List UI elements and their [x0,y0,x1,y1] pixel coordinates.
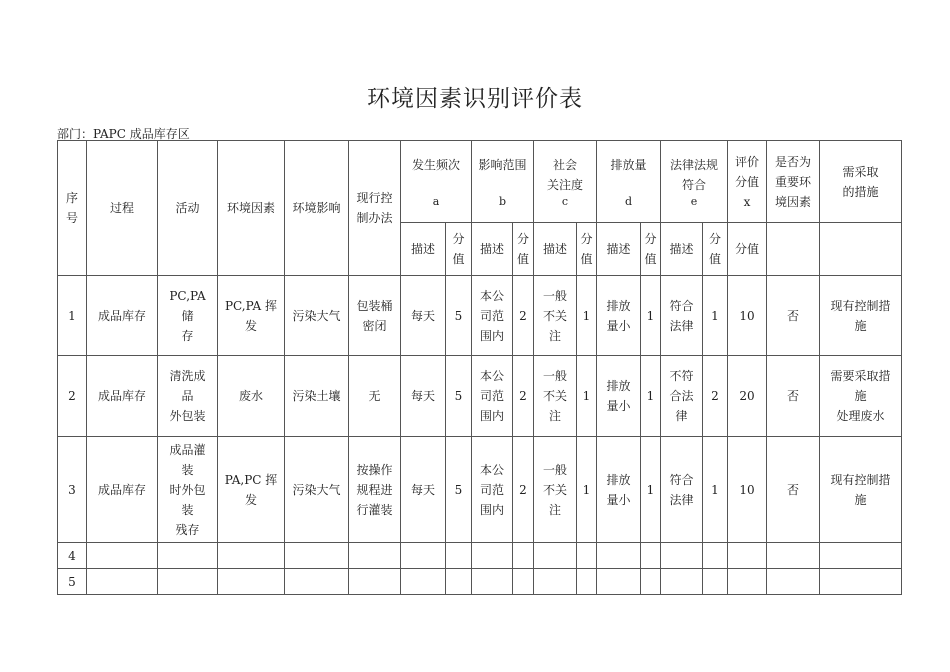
cell-scope-score: 2 [513,437,534,543]
cell-activity: 清洗成 品 外包装 [158,356,218,437]
cell-empty [767,569,820,595]
cell-measure: 现有控制措 施 [820,276,902,356]
subheader-score: 分 值 [513,223,534,276]
table-row [58,569,902,595]
cell-freq-score: 5 [446,437,472,543]
cell-process: 成品库存 [87,437,158,543]
cell-empty [87,543,158,569]
department-label: 部门：PAPC 成品库存区 [57,127,190,141]
cell-process: 成品库存 [87,356,158,437]
header-law-label: 法律法规 符合 [669,157,718,192]
cell-seq: 5 [58,569,87,595]
table-row [58,437,902,543]
cell-empty [597,543,641,569]
cell-impact: 污染土壤 [285,356,349,437]
subheader-score: 分 值 [577,223,597,276]
header-law-letter: e [690,194,698,208]
cell-law-desc: 符合 法律 [661,437,703,543]
subheader-empty [767,223,820,276]
cell-activity: 成品灌 装 时外包 装 残存 [158,437,218,543]
cell-seq: 1 [58,276,87,356]
header-freq-label: 发生频次 [411,157,460,172]
cell-empty [218,569,285,595]
header-control: 现行控 制办法 [349,141,401,276]
cell-empty [703,569,728,595]
cell-empty [349,543,401,569]
cell-empty [285,569,349,595]
table-row [58,543,902,569]
header-freq [401,141,472,223]
cell-empty [820,569,902,595]
header-freq-letter: a [432,194,440,208]
subheader-desc: 描述 [534,223,577,276]
cell-law-desc: 不符 合法 律 [661,356,703,437]
cell-freq-desc: 每天 [401,437,446,543]
cell-empty [446,569,472,595]
cell-emission-desc: 排放 量小 [597,437,641,543]
cell-concern-desc: 一般 不关 注 [534,437,577,543]
cell-empty [728,569,767,595]
cell-empty [820,543,902,569]
cell-seq: 3 [58,437,87,543]
subheader-desc: 描述 [472,223,513,276]
subheader-score-total: 分值 [728,223,767,276]
table-row [58,276,902,356]
cell-activity: PC,PA 储 存 [158,276,218,356]
cell-empty [577,569,597,595]
cell-freq-desc: 每天 [401,356,446,437]
cell-empty [661,543,703,569]
table-row [58,356,902,437]
cell-empty [285,543,349,569]
evaluation-table [57,140,902,595]
cell-empty [597,569,641,595]
header-important: 是否为 重要环 境因素 [767,141,820,223]
cell-factor: PC,PA 挥 发 [218,276,285,356]
cell-total: 10 [728,437,767,543]
cell-empty [728,543,767,569]
cell-empty [534,569,577,595]
cell-empty [661,569,703,595]
cell-freq-desc: 每天 [401,276,446,356]
cell-empty [87,569,158,595]
subheader-desc: 描述 [661,223,703,276]
cell-concern-score: 1 [577,356,597,437]
cell-law-desc: 符合 法律 [661,276,703,356]
header-scope-letter: b [498,194,507,208]
cell-concern-desc: 一般 不关 注 [534,356,577,437]
cell-impact: 污染大气 [285,437,349,543]
cell-law-score: 2 [703,356,728,437]
cell-empty [767,543,820,569]
cell-scope-desc: 本公 司范 围内 [472,437,513,543]
subheader-score: 分 值 [703,223,728,276]
cell-measure: 现有控制措 施 [820,437,902,543]
cell-emission-score: 1 [641,276,661,356]
cell-empty [401,543,446,569]
cell-empty [641,569,661,595]
cell-emission-score: 1 [641,356,661,437]
cell-empty [472,569,513,595]
header-row [58,141,902,223]
header-score-total: 评价 分值 x [728,141,767,223]
cell-empty [349,569,401,595]
header-scope [472,141,534,223]
cell-important: 否 [767,276,820,356]
cell-empty [158,569,218,595]
cell-process: 成品库存 [87,276,158,356]
document-title: 环境因素识别评价表 [367,86,583,112]
subheader-score: 分 值 [446,223,472,276]
cell-empty [218,543,285,569]
cell-total: 20 [728,356,767,437]
cell-concern-score: 1 [577,437,597,543]
cell-empty [513,543,534,569]
cell-empty [446,543,472,569]
cell-control: 按操作 规程进 行灌装 [349,437,401,543]
header-process: 过程 [87,141,158,276]
cell-concern-score: 1 [577,276,597,356]
cell-law-score: 1 [703,276,728,356]
cell-factor: PA,PC 挥 发 [218,437,285,543]
subheader-desc: 描述 [401,223,446,276]
header-impact: 环境影响 [285,141,349,276]
cell-total: 10 [728,276,767,356]
cell-scope-desc: 本公 司范 围内 [472,276,513,356]
cell-important: 否 [767,356,820,437]
cell-concern-desc: 一般 不关 注 [534,276,577,356]
header-factor: 环境因素 [218,141,285,276]
header-scope-label: 影响范围 [478,157,527,172]
cell-control: 无 [349,356,401,437]
cell-scope-desc: 本公 司范 围内 [472,356,513,437]
cell-empty [641,543,661,569]
header-emission-letter: d [624,194,633,208]
cell-measure: 需要采取措 施 处理废水 [820,356,902,437]
header-emission-label: 排放量 [610,157,647,172]
header-concern-letter: c [561,194,569,208]
cell-factor: 废水 [218,356,285,437]
header-law [661,141,728,223]
header-measure: 需采取 的措施 [820,141,902,223]
cell-freq-score: 5 [446,356,472,437]
cell-freq-score: 5 [446,276,472,356]
cell-empty [534,543,577,569]
header-concern [534,141,597,223]
cell-seq: 2 [58,356,87,437]
cell-law-score: 1 [703,437,728,543]
header-concern-label: 社会 关注度 [546,157,583,192]
cell-emission-desc: 排放 量小 [597,276,641,356]
cell-control: 包装桶 密闭 [349,276,401,356]
cell-empty [577,543,597,569]
cell-emission-score: 1 [641,437,661,543]
cell-scope-score: 2 [513,276,534,356]
subheader-empty [820,223,902,276]
cell-empty [401,569,446,595]
subheader-desc: 描述 [597,223,641,276]
cell-important: 否 [767,437,820,543]
cell-empty [703,543,728,569]
cell-seq: 4 [58,543,87,569]
cell-scope-score: 2 [513,356,534,437]
header-emission [597,141,661,223]
cell-impact: 污染大气 [285,276,349,356]
cell-empty [472,543,513,569]
cell-emission-desc: 排放 量小 [597,356,641,437]
cell-empty [158,543,218,569]
header-seq: 序 号 [58,141,87,276]
cell-empty [513,569,534,595]
header-activity: 活动 [158,141,218,276]
subheader-score: 分 值 [641,223,661,276]
